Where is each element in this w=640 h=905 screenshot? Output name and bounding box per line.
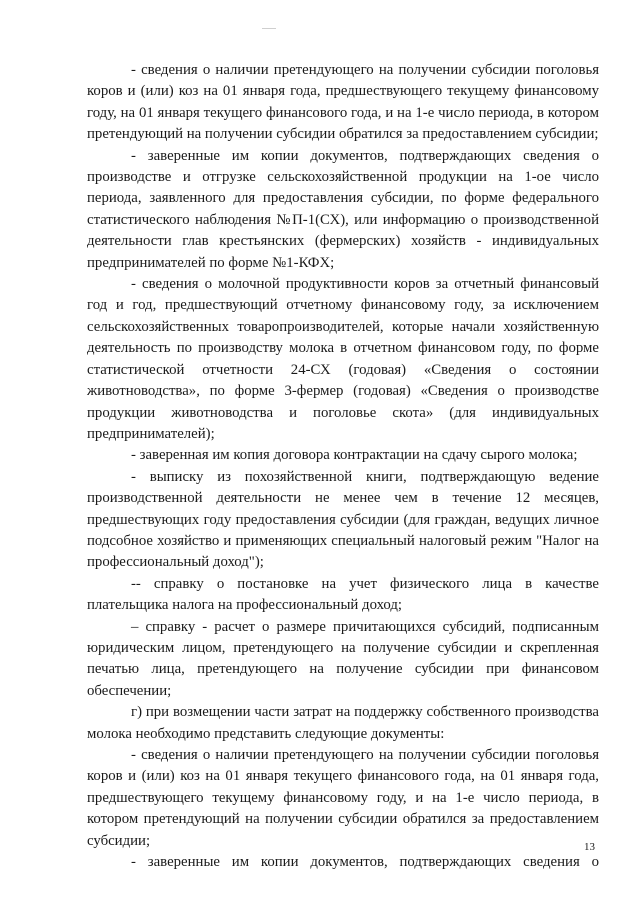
paragraph-household-extract: - выписку из похозяйственной книги, подтверждающую ведение производственной деятельности не менее чем в течение 12 месяцев, предшествующих году предоставления субсидии (для граждан, ведущих личное подсобное хозяйство и применяющих специальный налоговый режим "Налог на профессиональный доход");	[87, 468, 599, 571]
paragraph-subsidy-calculation: – справку - расчет о размере причитающихся субсидий, подписанным юридическим лицом, претендующего на получение субсидии и скрепленная печатью лица, претендующего на получение субсидии при финансовом обеспечении;	[87, 618, 599, 699]
paragraph-production-docs: - заверенные им копии документов, подтверждающих сведения о производстве и отгрузке сельскохозяйственной продукции на 1-ое число периода, заявленного для предоставления субсидии, по форме федерального статистического наблюдения №П-1(СХ), или информацию о производственной деятельности глав крестьянских (фермерских) хозяйств - индивидуальных предпринимателей по форме №1-КФХ;	[87, 147, 599, 271]
page-number: 13	[584, 841, 595, 853]
page-top-mark	[262, 28, 276, 29]
paragraph-milk-productivity: - сведения о молочной продуктивности коров за отчетный финансовый год и год, предшествующий отчетному финансовому году, за исключением сельскохозяйственных товаропроизводителей, которые начали хозяйственную деятельность по производству молока в отчетном финансовом году, по форме статистической отчетности 24-СХ (годовая) «Сведения о состоянии животноводства», по форме 3-фермер (годовая) «Сведения о производстве продукции животноводства и поголовье скота» (для индивидуальных предпринимателей);	[87, 276, 599, 442]
paragraph-section-g: г) при возмещении части затрат на поддержку собственного производства молока необходимо представить следующие документы:	[87, 704, 599, 742]
document-body	[87, 60, 599, 873]
paragraph-certified-copies: - заверенные им копии документов, подтверждающих сведения о	[131, 854, 599, 871]
paragraph-contract-copy: - заверенная им копия договора контрактации на сдачу сырого молока;	[131, 447, 578, 464]
paragraph-livestock-info-2: - сведения о наличии претендующего на получении субсидии поголовья коров и (или) коз на 01 января текущего финансового года, на 01 января года, предшествующего текущему финансовому году, и на 1-е число периода, в котором претендующий на получении субсидии обратился за предоставлением субсидии;	[87, 747, 599, 849]
paragraph-livestock-info: - сведения о наличии претендующего на получении субсидии поголовья коров и (или) коз на 01 января года, предшествующего текущему финансовому году, на 01 января текущего финансового года, и на 1-е число периода, в котором претендующий на получении субсидии обратился за предоставлением субсидии;	[87, 62, 599, 143]
paragraph-tax-certificate: -- справку о постановке на учет физического лица в качестве плательщика налога на профессиональный доход;	[87, 575, 599, 614]
